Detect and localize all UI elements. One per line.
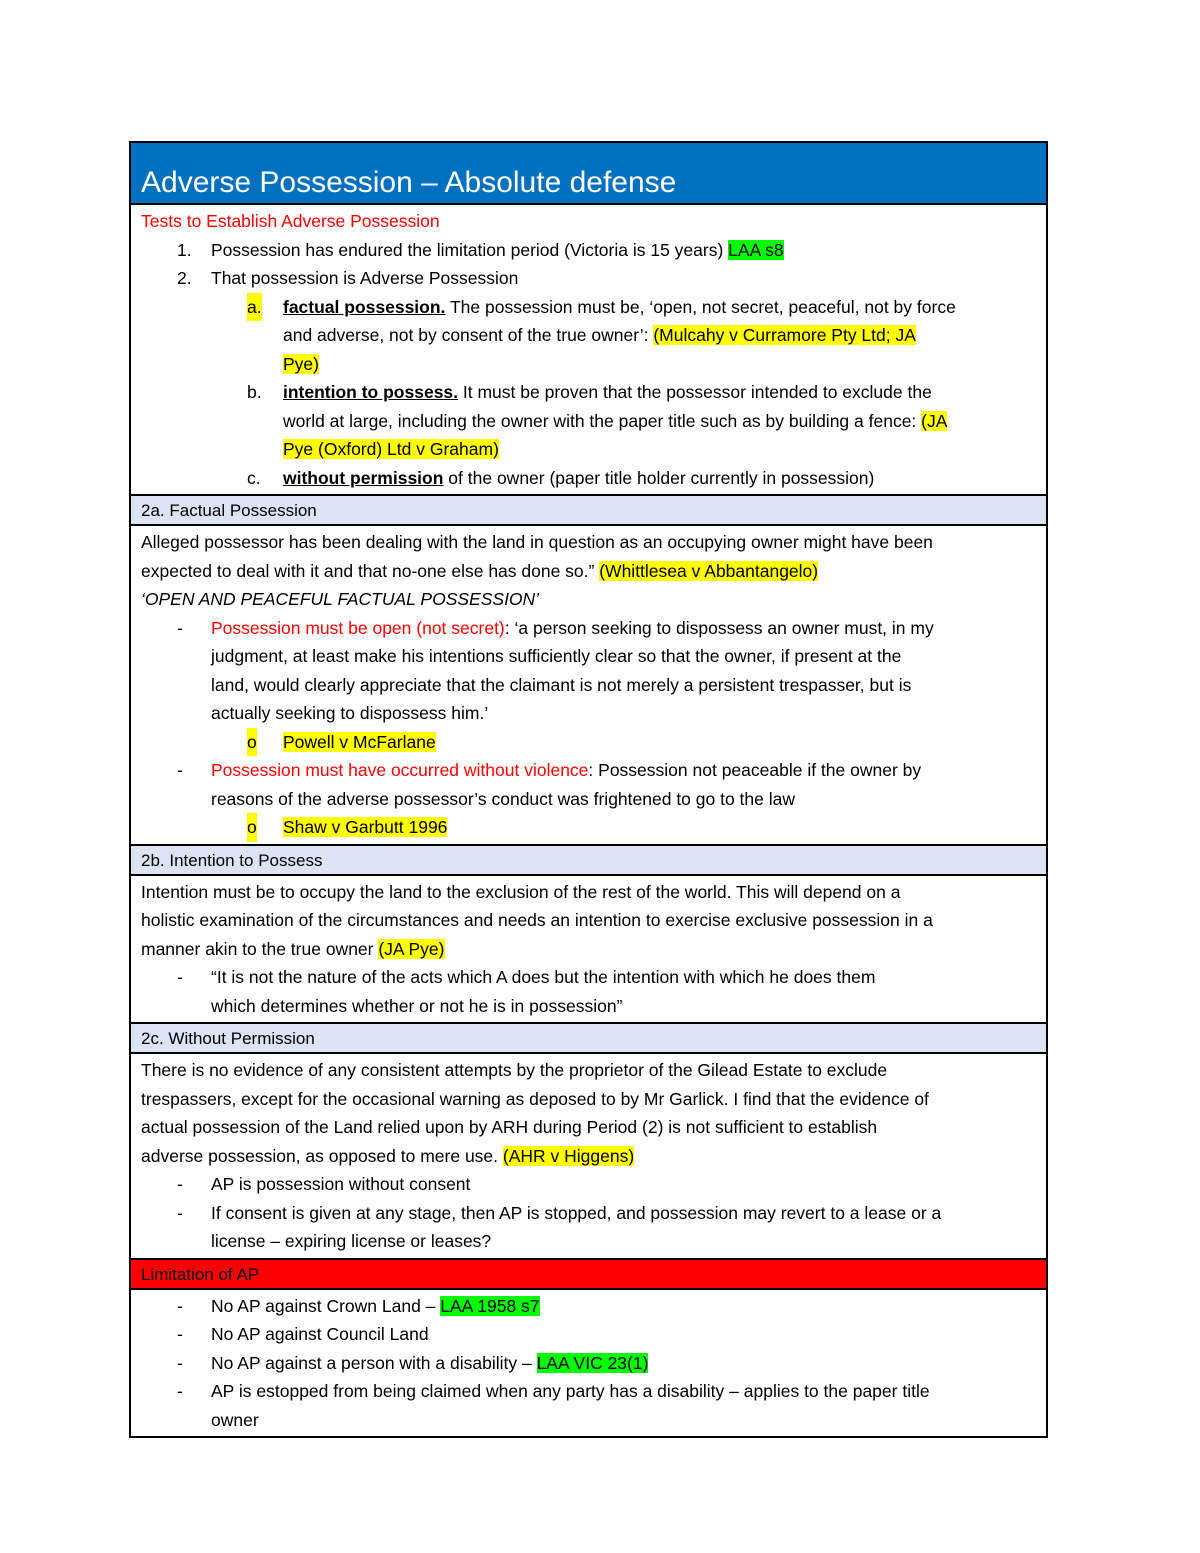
section-heading: 2b. Intention to Possess [131, 846, 1046, 876]
limitation-section [131, 1290, 1046, 1437]
bullet-text: AP is estopped from being claimed when any party has a disability – applies to the paper title [211, 1381, 930, 1401]
paragraph-text: expected to deal with it and that no-one else has done so.” [141, 560, 600, 581]
intention-section [131, 876, 1046, 1025]
list-item-cont [141, 407, 1036, 436]
paragraph-line [141, 557, 1036, 586]
list-item [141, 378, 1036, 407]
list-text: The possession must be, ‘open, not secret, peaceful, not by force [445, 296, 956, 317]
subheading: ‘OPEN AND PEACEFUL FACTUAL POSSESSION’ [141, 589, 540, 609]
list-number: 1. [177, 239, 192, 260]
paragraph-line: trespassers, except for the occasional warning as deposed to by Mr Garlick. I find that the evidence of [141, 1088, 929, 1109]
paragraph-line: Intention must be to occupy the land to the exclusion of the rest of the world. This will depend on a [141, 881, 901, 902]
tests-section [131, 205, 1046, 496]
section-heading: 2a. Factual Possession [131, 496, 1046, 526]
case-ref: Pye (Oxford) Ltd v Graham) [283, 439, 499, 459]
o-marker: o [247, 728, 257, 757]
list-item [141, 236, 1036, 265]
bullet-text: AP is possession without consent [211, 1174, 471, 1194]
bullet-label: Possession must have occurred without violence [211, 760, 589, 780]
list-text: It must be proven that the possessor intended to exclude the [458, 382, 932, 402]
case-ref: (Mulcahy v Curramore Pty Ltd; JA [653, 325, 916, 345]
bullet-item [141, 1320, 1036, 1349]
section-heading: Limitation of AP [131, 1260, 1046, 1290]
bullet-item [141, 1170, 1036, 1199]
paragraph-text: manner akin to the true owner [141, 938, 379, 959]
list-item-cont [141, 435, 1036, 464]
case-ref: Shaw v Garbutt 1996 [283, 817, 448, 837]
paragraph-line: There is no evidence of any consistent attempts by the proprietor of the Gilead Estate to exclude [141, 1060, 888, 1080]
notes-table [129, 141, 1048, 1438]
bullet-label: Possession must be open (not secret) [211, 617, 505, 638]
dash-marker: - [177, 1324, 183, 1344]
case-ref: (JA Pye) [378, 938, 445, 959]
bullet-cont: land, would clearly appreciate that the claimant is not merely a persistent trespasser, but is [211, 674, 912, 695]
case-ref: (AHR v Higgens) [502, 1145, 635, 1166]
statute-ref: LAA VIC 23(1) [536, 1352, 649, 1373]
factual-section [131, 526, 1046, 846]
case-ref: (JA [921, 410, 948, 431]
list-number: 2. [177, 268, 192, 288]
bullet-text: No AP against Crown Land – [211, 1295, 441, 1316]
permission-section [131, 1054, 1046, 1260]
bullet-item [141, 1292, 1036, 1321]
term: without permission [283, 467, 444, 488]
dash-marker: - [177, 1202, 183, 1223]
list-item [141, 264, 1036, 293]
bullet-cont: judgment, at least make his intentions sufficiently clear so that the owner, if present at the [211, 646, 902, 666]
dash-marker: - [177, 1295, 183, 1316]
paragraph-line: holistic examination of the circumstances and needs an intention to exercise exclusive possession in a [141, 910, 933, 930]
bullet-item [141, 614, 1036, 643]
paragraph-line [141, 1142, 1036, 1171]
case-ref: Powell v McFarlane [283, 731, 436, 752]
case-ref: (Whittlesea v Abbantangelo) [599, 560, 819, 581]
term: intention to possess. [283, 382, 459, 402]
list-text: and adverse, not by consent of the true owner’: [283, 325, 654, 345]
statute-ref: LAA s8 [728, 239, 784, 260]
bullet-text: : Possession not peaceable if the owner by [588, 760, 922, 780]
sub-bullet [141, 813, 1036, 842]
term: factual possession. [283, 296, 446, 317]
paragraph-line: actual possession of the Land relied upon by ARH during Period (2) is not sufficient to establish [141, 1117, 878, 1137]
bullet-text: No AP against a person with a disability – [211, 1352, 537, 1373]
bullet-text: : ‘a person seeking to dispossess an owner must, in my [504, 617, 934, 638]
bullet-item [141, 1199, 1036, 1228]
statute-ref: LAA 1958 s7 [440, 1295, 540, 1316]
paragraph-line [141, 935, 1036, 964]
bullet-cont: reasons of the adverse possessor’s conduct was frightened to go to the law [211, 788, 796, 809]
list-item [141, 293, 1036, 322]
sub-bullet [141, 728, 1036, 757]
dash-marker: - [177, 1352, 183, 1373]
list-text: of the owner (paper title holder currently in possession) [443, 467, 875, 488]
o-marker: o [247, 813, 257, 842]
bullet-cont: license – expiring license or leases? [211, 1231, 492, 1251]
list-text: That possession is Adverse Possession [211, 268, 519, 288]
bullet-text: “It is not the nature of the acts which A does but the intention with which he does them [211, 967, 876, 987]
tests-heading: Tests to Establish Adverse Possession [141, 211, 440, 231]
bullet-item [141, 1377, 1036, 1406]
dash-marker: - [177, 1381, 183, 1401]
list-text: Possession has endured the limitation period (Victoria is 15 years) [211, 239, 729, 260]
paragraph-line: Alleged possessor has been dealing with the land in question as an occupying owner might have been [141, 532, 933, 552]
list-item-cont [141, 321, 1036, 350]
list-letter: b. [247, 382, 262, 402]
bullet-item [141, 963, 1036, 992]
bullet-cont: owner [211, 1409, 259, 1430]
bullet-text: If consent is given at any stage, then AP is stopped, and possession may revert to a lease or a [211, 1202, 942, 1223]
dash-marker: - [177, 760, 183, 780]
paragraph-text: adverse possession, as opposed to mere use. [141, 1145, 503, 1166]
list-item-cont [141, 350, 1036, 379]
page-title: Adverse Possession – Absolute defense [131, 143, 1046, 205]
bullet-cont: actually seeking to dispossess him.’ [211, 703, 489, 723]
dash-marker: - [177, 617, 183, 638]
list-letter: a. [247, 293, 262, 322]
dash-marker: - [177, 1174, 183, 1194]
bullet-cont: which determines whether or not he is in possession” [211, 995, 623, 1016]
list-item [141, 464, 1036, 493]
bullet-item [141, 756, 1036, 785]
list-letter: c. [247, 467, 261, 488]
section-heading: 2c. Without Permission [131, 1024, 1046, 1054]
bullet-item [141, 1349, 1036, 1378]
case-ref: Pye) [283, 353, 319, 374]
bullet-text: No AP against Council Land [211, 1324, 429, 1344]
dash-marker: - [177, 967, 183, 987]
list-text: world at large, including the owner with the paper title such as by building a fence: [283, 410, 922, 431]
